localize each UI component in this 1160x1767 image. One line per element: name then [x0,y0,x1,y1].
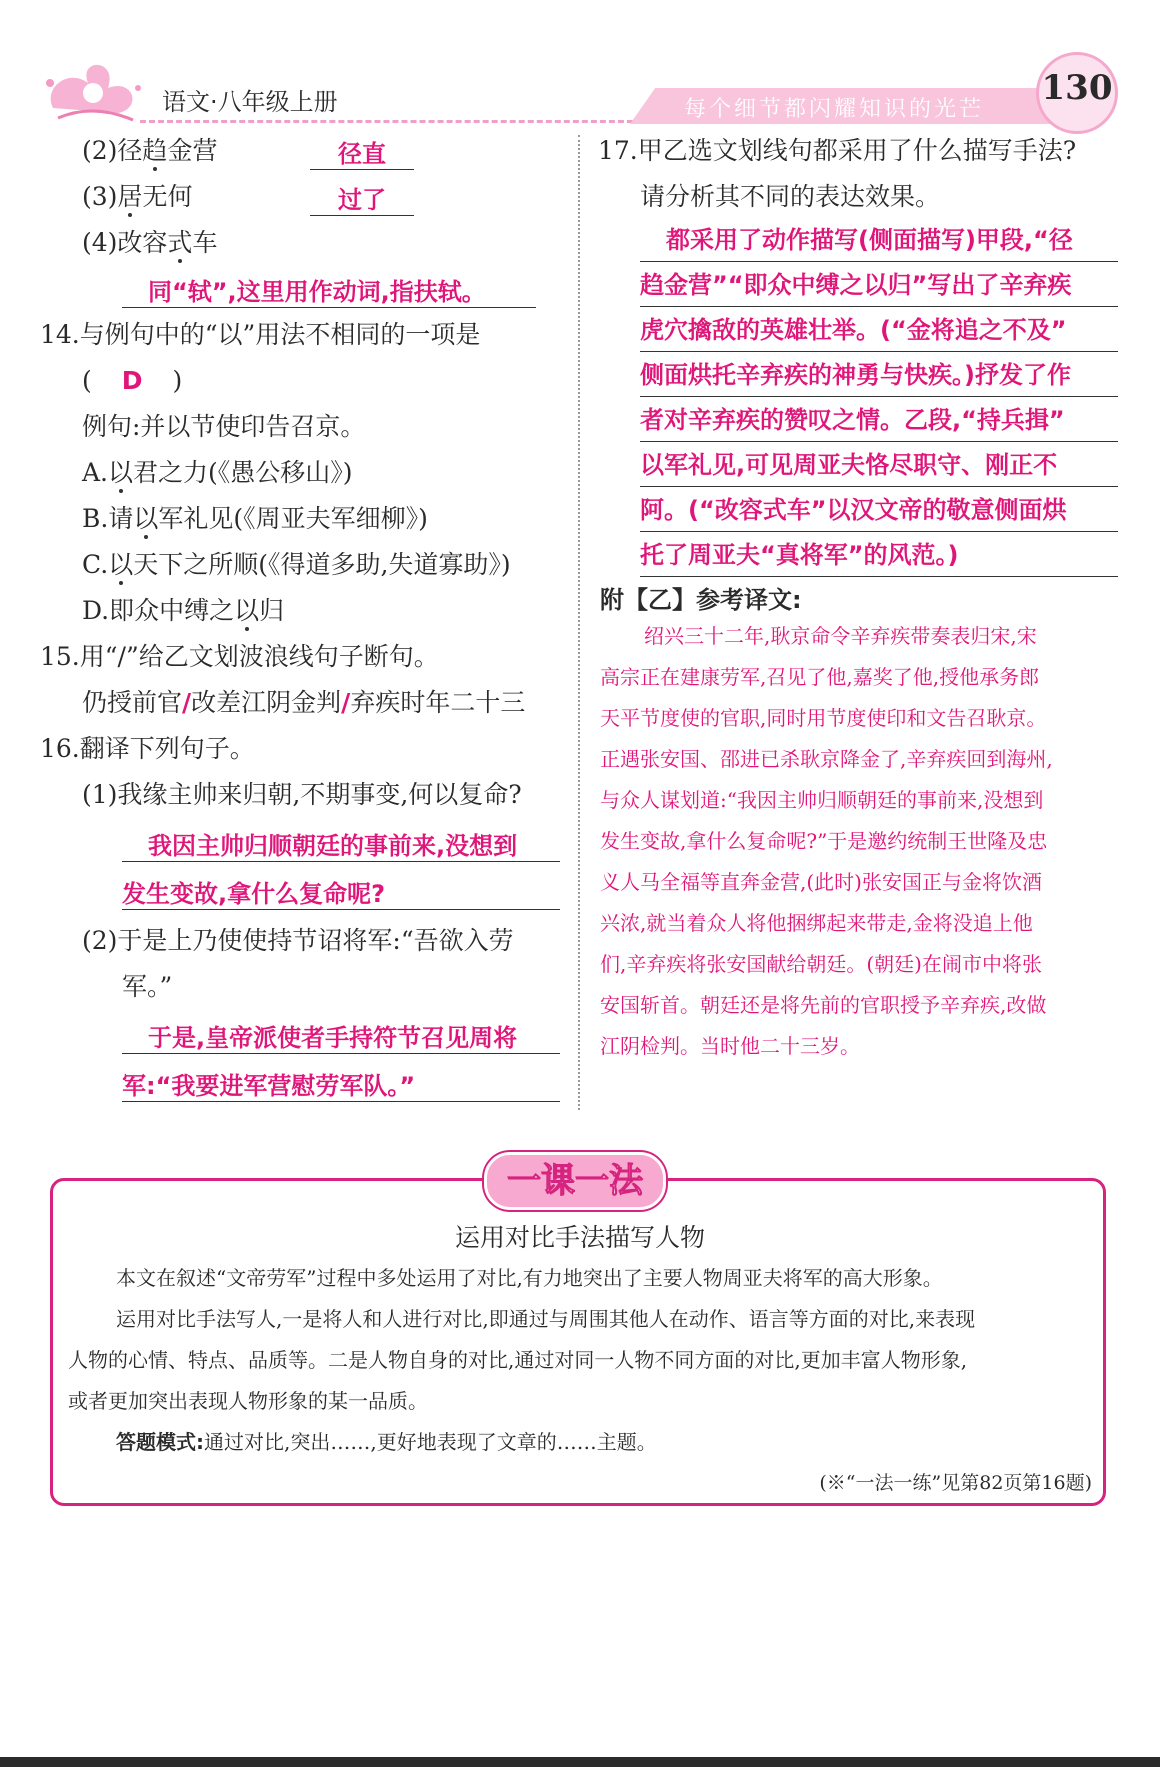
q17-answer-line: 虎穴擒敌的英雄壮举。(“金将追之不及” [640,308,1118,352]
q16-s1: (1)我缘主帅来归朝,不期事变,何以复命? [82,780,522,809]
page-header [0,40,1160,130]
q17-answer [640,218,1118,578]
method-badge-label: 一课一法 [507,1161,643,1201]
method-title: 运用对比手法描写人物 [454,1223,705,1252]
translation-line: 发生变故,拿什么复命呢?”于是邀约统制王世隆及忠 [600,829,1048,853]
translation-title: 附【乙】参考译文: [600,586,802,614]
q17-answer-line: 阿。(“改容式车”以汉文帝的敬意侧面烘 [640,488,1118,532]
q16-s2-answer-1: 于是,皇帝派使者手持符节召见周将 [122,1018,560,1054]
q13-item4-answer: 同“轼”,这里用作动词,指扶轼。 [122,272,536,308]
translation-line: 们,辛弃疾将张安国献给朝廷。(朝廷)在闹市中将张 [600,952,1042,976]
q17-answer-line: 都采用了动作描写(侧面描写)甲段,“径 [640,218,1118,262]
q17-stem-1: 17.甲乙选文划线句都采用了什么描写手法? [598,136,1077,165]
translation-line: 高宗正在建康劳军,召见了他,嘉奖了他,授他承务郎 [600,665,1040,689]
q14-option-b: B.请以军礼见(《周亚夫军细柳》) [82,504,428,533]
translation-line: 安国斩首。朝廷还是将先前的官职授予辛弃疾,改做 [600,993,1047,1017]
q16-s1-answer-1: 我因主帅归顺朝廷的事前来,没想到 [122,826,560,862]
bottom-bar [0,1757,1160,1767]
method-body [68,1258,1098,1504]
q14-answer: D [121,366,143,395]
method-para2-1: 运用对比手法写人,一是将人和人进行对比,即通过与周围其他人在动作、语言等方面的对比,来表现 [116,1307,976,1331]
q17-stem-2: 请分析其不同的表达效果。 [640,182,941,211]
q16-s2-line1: (2)于是上乃使使持节诏将军:“吾欲入劳 [82,926,514,955]
method-para1: 本文在叙述“文帝劳军”过程中多处运用了对比,有力地突出了主要人物周亚夫将军的高大形象。 [116,1266,943,1290]
q17-answer-line: 者对辛弃疾的赞叹之情。乙段,“持兵揖” [640,398,1118,442]
q13-item4: (4)改容式车 [82,228,218,257]
method-para2-2: 人物的心情、特点、品质等。二是人物自身的对比,通过对同一人物不同方面的对比,更加丰富人物形象, [68,1348,968,1372]
column-divider [578,135,580,1110]
q14-stem: 14.与例句中的“以”用法不相同的一项是 [40,320,481,349]
q14-option-c: C.以天下之所顺(《得道多助,失道寡助》) [82,550,511,579]
translation-line: 义人马全福等直奔金营,(此时)张安国正与金将饮酒 [600,870,1042,894]
translation-line: 天平节度使的官职,同时用节度使印和文告召耿京。 [600,706,1047,730]
method-pattern-label: 答题模式: [116,1430,204,1454]
translation-line: 与众人谋划道:“我因主帅归顺朝廷的事前来,没想到 [600,788,1044,812]
q13-item3: (3)居无何 [82,182,193,211]
q17-answer-line: 以军礼见,可见周亚夫恪尽职守、刚正不 [640,443,1118,487]
q15-answer: 仍授前官/改差江阴金判/弃疾时年二十三 [82,688,526,717]
translation-line: 兴浓,就当着众人将他捆绑起来带走,金将没追上他 [600,911,1033,935]
method-para2-3: 或者更加突出表现人物形象的某一品质。 [68,1389,428,1413]
q16-stem: 16.翻译下列句子。 [40,734,255,763]
method-ref: (※“一法一练”见第82页第16题) [819,1472,1092,1494]
header-slogan: 每个细节都闪耀知识的光芒 [684,97,985,122]
q17-answer-line: 托了周亚夫“真将军”的风范。) [640,533,1118,577]
q13-item2: (2)径趋金营 [82,136,218,165]
q16-s2-answer-2: 军:“我要进军营慰劳军队。” [122,1066,560,1102]
q14-option-d: D.即众中缚之以归 [82,596,285,625]
q14-option-a: A.以君之力(《愚公移山》) [82,458,353,487]
q14-example: 例句:并以节使印告召京。 [82,412,366,441]
book-title: 语文·八年级上册 [162,88,338,116]
page-number: 130 [1041,68,1113,108]
method-badge [484,1152,666,1210]
header-dashed-line [140,120,660,123]
q14-answer-line: ( D ) [82,366,183,395]
translation-line: 正遇张安国、邵进已杀耿京降金了,辛弃疾回到海州, [600,747,1053,771]
translation-text [600,616,1120,1067]
q13-item2-answer: 径直 [310,134,414,170]
q17-answer-line: 侧面烘托辛弃疾的神勇与快疾。)抒发了作 [640,353,1118,397]
method-pattern-text: 通过对比,突出……,更好地表现了文章的……主题。 [204,1430,657,1454]
q16-s1-answer-2: 发生变故,拿什么复命呢? [122,874,560,910]
q13-item3-answer: 过了 [310,180,414,216]
translation-line: 绍兴三十二年,耿京命令辛弃疾带奏表归宋,宋 [644,624,1037,648]
q17-answer-line: 趋金营”“即众中缚之以归”写出了辛弃疾 [640,263,1118,307]
flower-ornament-icon [38,48,148,128]
q15-stem: 15.用“/”给乙文划波浪线句子断句。 [40,642,439,671]
translation-line: 江阴检判。当时他二十三岁。 [600,1034,860,1058]
method-pattern [68,1422,1098,1463]
q16-s2-line2: 军。” [122,972,173,1001]
